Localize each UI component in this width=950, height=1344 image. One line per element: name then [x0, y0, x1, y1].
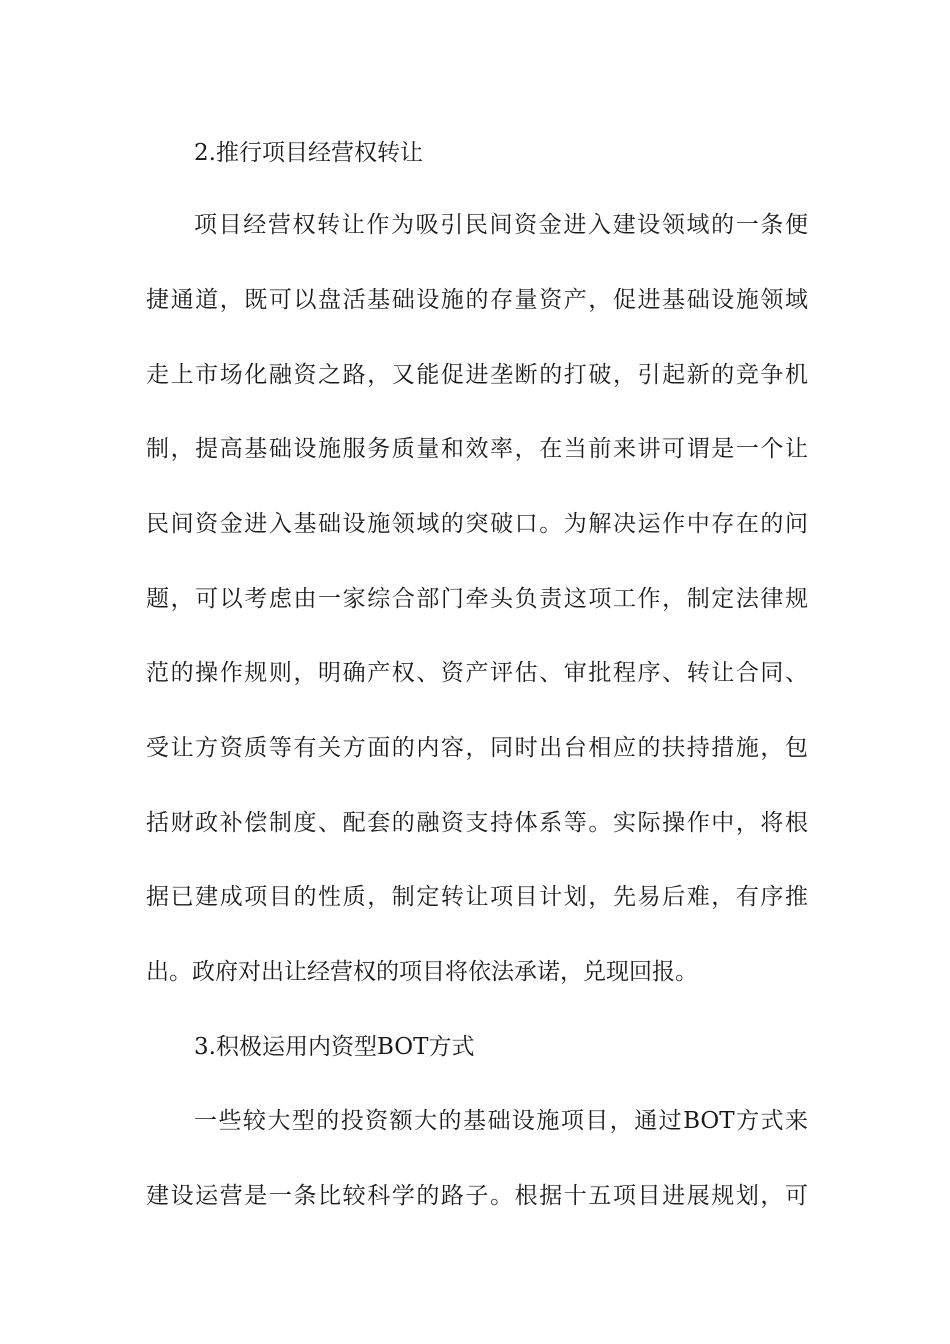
paragraph-line: 项目经营权转让作为吸引民间资金进入建设领域的一条便 — [194, 212, 808, 238]
paragraph-line: 捷通道，既可以盘活基础设施的存量资产，促进基础设施领域 — [146, 287, 808, 313]
paragraph-line: 据已建成项目的性质，制定转让项目计划，先易后难，有序推 — [146, 884, 808, 910]
section-heading: 2.推行项目经营权转让 — [194, 140, 423, 166]
paragraph-line: 制，提高基础设施服务质量和效率，在当前来讲可谓是一个让 — [146, 436, 808, 462]
paragraph-line: 民间资金进入基础设施领域的突破口。为解决运作中存在的问 — [146, 511, 808, 537]
paragraph-line: 一些较大型的投资额大的基础设施项目，通过BOT方式来 — [194, 1108, 808, 1134]
paragraph-line: 题，可以考虑由一家综合部门牵头负责这项工作，制定法律规 — [146, 586, 808, 612]
paragraph-line: 走上市场化融资之路，又能促进垄断的打破，引起新的竞争机 — [146, 362, 808, 388]
paragraph-line: 建设运营是一条比较科学的路子。根据十五项目进展规划，可 — [146, 1183, 808, 1209]
paragraph-line: 受让方资质等有关方面的内容，同时出台相应的扶持措施，包 — [146, 735, 808, 761]
paragraph-line: 括财政补偿制度、配套的融资支持体系等。实际操作中，将根 — [146, 810, 808, 836]
paragraph-line: 出。政府对出让经营权的项目将依法承诺，兑现回报。 — [146, 959, 698, 985]
paragraph-line: 范的操作规则，明确产权、资产评估、审批程序、转让合同、 — [146, 660, 808, 686]
section-heading: 3.积极运用内资型BOT方式 — [194, 1034, 475, 1060]
